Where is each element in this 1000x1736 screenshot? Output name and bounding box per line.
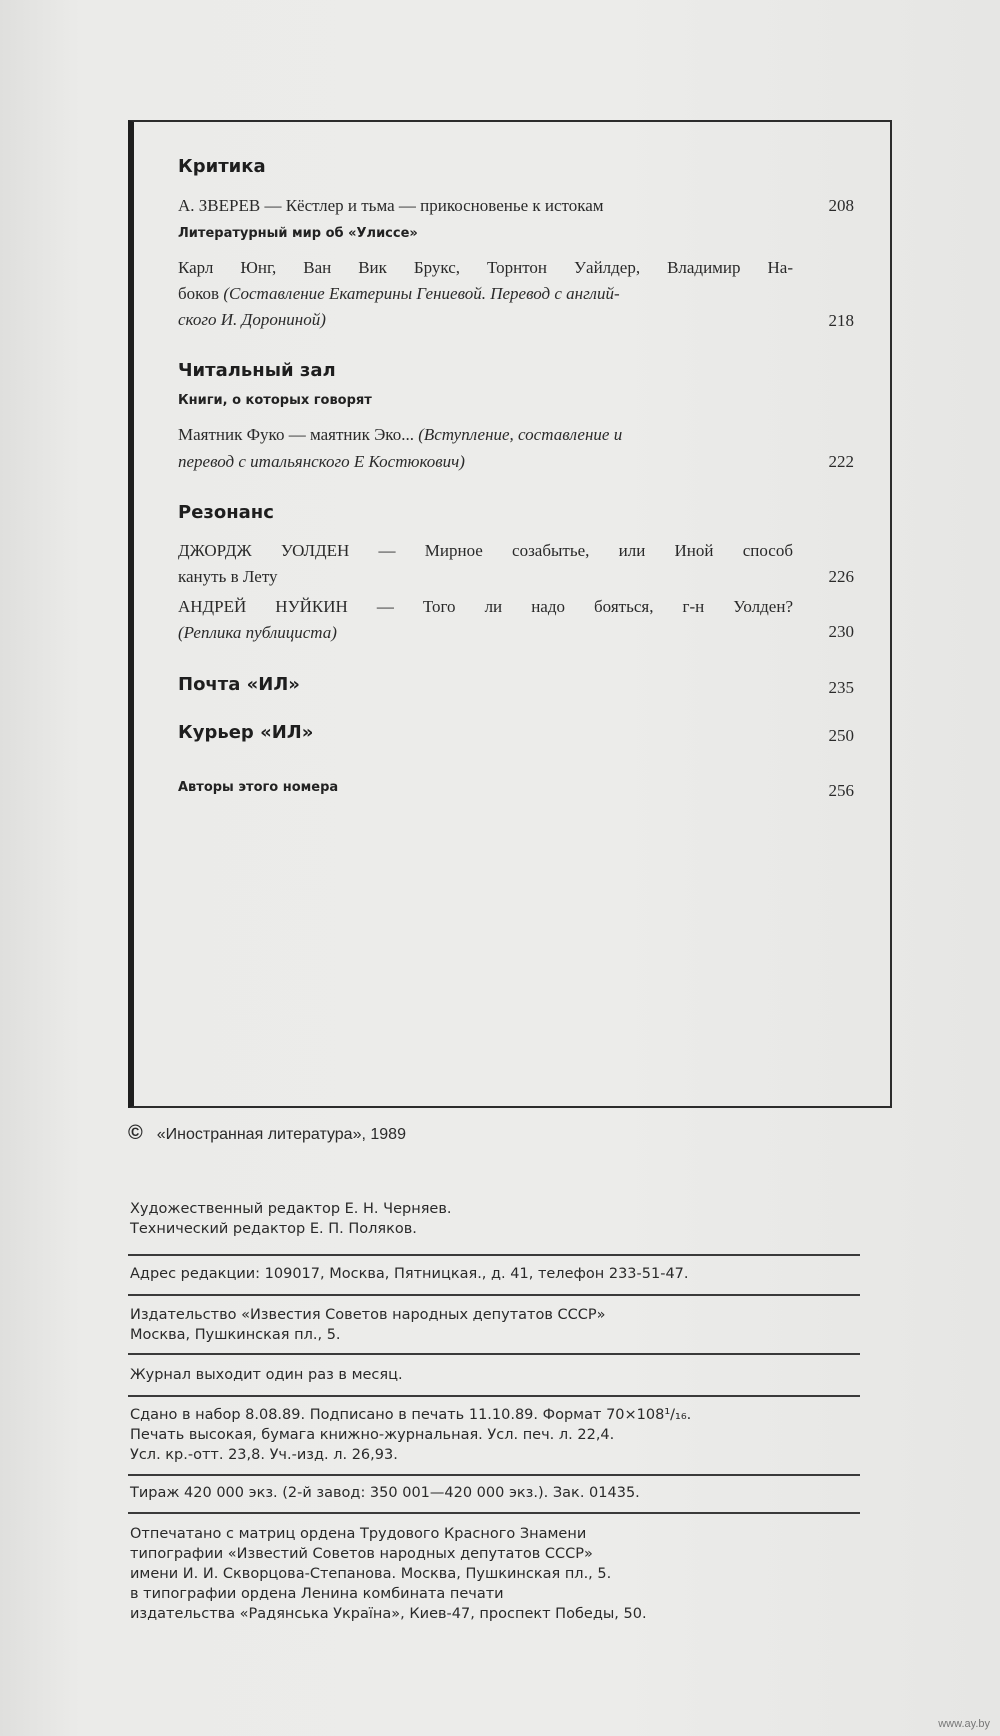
section-title-courier: Курьер «ИЛ» — [178, 722, 314, 743]
divider — [128, 1294, 860, 1296]
divider — [128, 1395, 860, 1397]
imprint-circulation — [130, 1483, 860, 1503]
section-title-mail: Почта «ИЛ» — [178, 674, 300, 695]
watermark: www.ay.by — [938, 1718, 990, 1730]
imprint-line: Журнал выходит один раз в месяц. — [130, 1367, 403, 1383]
imprint-printed-by — [130, 1524, 860, 1624]
imprint-line: Художественный редактор Е. Н. Черняев. — [130, 1201, 452, 1217]
text-plain: Маятник Фуко — маятник Эко... — [178, 425, 419, 444]
section-title-reading-room: Читальный зал — [178, 360, 336, 381]
text-italic: (Вступление, составление и — [418, 425, 623, 444]
imprint-line: Технический редактор Е. П. Поляков. — [130, 1221, 417, 1237]
page-number: 235 — [828, 678, 854, 697]
toc-entry-walden-line1: ДЖОРДЖ УОЛДЕН — Мирное созабытье, или Иной способ — [178, 541, 793, 560]
section-title-resonance: Резонанс — [178, 502, 274, 523]
imprint-line: Печать высокая, бумага книжно-журнальная. Усл. печ. л. 22,4. — [130, 1427, 615, 1443]
section-title-critique: Критика — [178, 156, 266, 177]
page-number: 208 — [828, 196, 854, 215]
imprint-editors — [130, 1199, 860, 1239]
page-number: 250 — [828, 726, 854, 745]
toc-entry-zverev: А. ЗВЕРЕВ — Кёстлер и тьма — прикосновенье к истокам — [178, 196, 604, 215]
divider — [128, 1353, 860, 1355]
section-title-authors: Авторы этого номера — [178, 780, 339, 795]
page-number: 230 — [828, 622, 854, 641]
imprint-address — [130, 1264, 860, 1284]
imprint-frequency — [130, 1365, 860, 1385]
imprint-line: Издательство «Известия Советов народных депутатов СССР» — [130, 1307, 606, 1323]
imprint-line: Отпечатано с матриц ордена Трудового Красного Знамени — [130, 1526, 587, 1542]
page-number: 218 — [828, 311, 854, 330]
toc-entry-walden-line2: кануть в Лету — [178, 567, 278, 586]
imprint-line: Адрес редакции: 109017, Москва, Пятницкая., д. 41, телефон 233-51-47. — [130, 1266, 689, 1282]
subsection-title-books: Книги, о которых говорят — [178, 393, 372, 408]
divider — [128, 1254, 860, 1256]
copyright-icon: © — [128, 1122, 143, 1144]
imprint-line: Тираж 420 000 экз. (2-й завод: 350 001—420 000 экз.). Зак. 01435. — [130, 1485, 640, 1501]
imprint-line: издательства «Радянська Україна», Киев-47, проспект Победы, 50. — [130, 1606, 647, 1622]
imprint-line: имени И. И. Скворцова-Степанова. Москва, Пушкинская пл., 5. — [130, 1566, 612, 1582]
toc-entry-ulysses-line1: Карл Юнг, Ван Вик Брукс, Торнтон Уайлдер, Владимир На- — [178, 258, 793, 277]
imprint-line: типографии «Известий Советов народных депутатов СССР» — [130, 1546, 593, 1562]
divider — [128, 1512, 860, 1514]
page-number: 222 — [828, 452, 854, 471]
imprint-line: Сдано в набор 8.08.89. Подписано в печать 11.10.89. Формат 70×108¹/₁₆. — [130, 1407, 692, 1423]
imprint-publisher — [130, 1305, 860, 1345]
imprint-print-data — [130, 1405, 860, 1465]
imprint-line: Москва, Пушкинская пл., 5. — [130, 1327, 341, 1343]
subsection-title-ulysses: Литературный мир об «Улиссе» — [178, 226, 418, 241]
toc-entry-nuikin-line1: АНДРЕЙ НУЙКИН — Того ли надо бояться, г-н Уолден? — [178, 597, 793, 616]
toc-entry-ulysses-line2 — [178, 281, 793, 307]
imprint-line: Усл. кр.-отт. 23,8. Уч.-изд. л. 26,93. — [130, 1447, 398, 1463]
toc-entry-foucault-line2: перевод с итальянского Е Костюкович) — [178, 452, 465, 471]
page-number: 256 — [828, 781, 854, 800]
text-italic: (Составление Екатерины Гениевой. Перевод с англий- — [223, 284, 620, 303]
copyright-line — [128, 1122, 406, 1145]
toc-entry-ulysses-line3: ского И. Дорониной) — [178, 310, 326, 329]
page-number: 226 — [828, 567, 854, 586]
toc-entry-nuikin-line2: (Реплика публициста) — [178, 623, 337, 642]
text-plain: боков — [178, 284, 224, 303]
toc-entry-foucault-line1 — [178, 422, 793, 448]
imprint-line: в типографии ордена Ленина комбината печати — [130, 1586, 504, 1602]
copyright-text: «Иностранная литература», 1989 — [156, 1126, 406, 1143]
divider — [128, 1474, 860, 1476]
